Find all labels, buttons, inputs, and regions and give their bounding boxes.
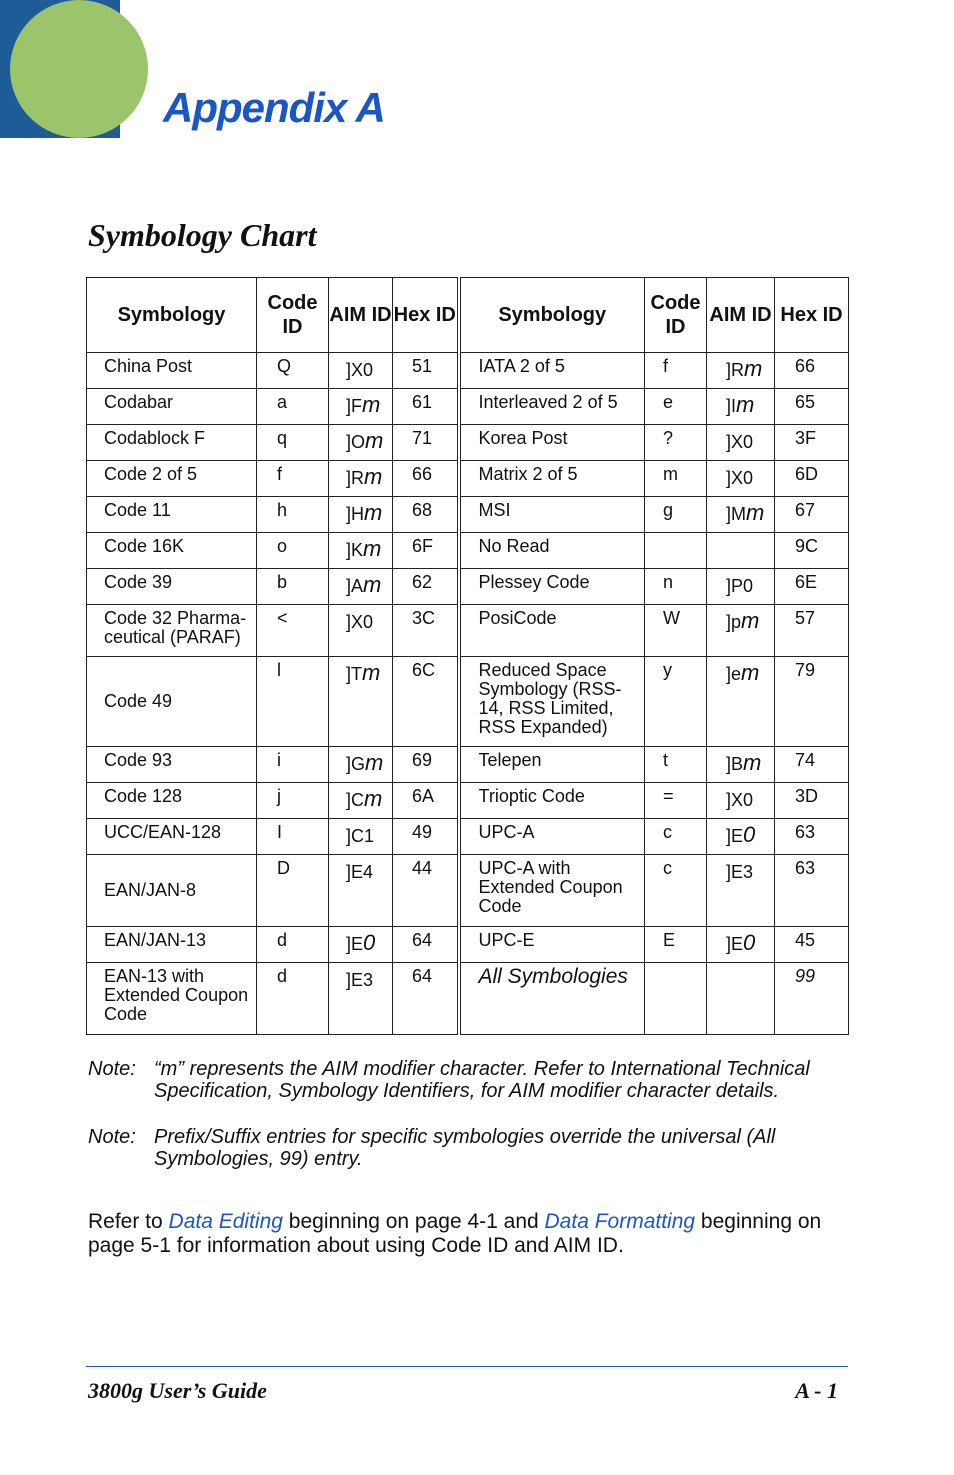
aim-modifier: m xyxy=(365,428,384,453)
aim-id-cell xyxy=(707,353,775,389)
symbology-cell xyxy=(87,783,257,819)
aim-id-cell xyxy=(707,533,775,569)
symbology-text: Code 49 xyxy=(104,691,173,711)
hex-id-text: 63 xyxy=(795,822,816,842)
aim-prefix: ]E3 xyxy=(726,862,754,882)
hex-id-cell xyxy=(775,389,849,425)
aim-id-cell xyxy=(707,461,775,497)
footer-rule xyxy=(86,1366,848,1367)
hex-id-text: 61 xyxy=(412,392,433,412)
hex-id-cell xyxy=(775,963,849,1035)
symbology-text: EAN-13 with Extended Coupon Code xyxy=(104,966,249,1024)
table-row xyxy=(87,657,849,747)
aim-id-cell xyxy=(329,927,393,963)
hex-id-text: 64 xyxy=(412,966,433,986)
code-id-text: n xyxy=(663,572,674,592)
hex-id-cell xyxy=(775,461,849,497)
symbology-text: Code 32 Pharma-ceutical (PARAF) xyxy=(104,608,247,647)
aim-id-cell xyxy=(329,657,393,747)
notes xyxy=(88,1058,853,1194)
hex-id-cell xyxy=(393,927,459,963)
aim-modifier: 0 xyxy=(363,930,376,955)
aim-id-cell xyxy=(707,819,775,855)
aim-modifier: m xyxy=(741,608,760,633)
symbology-cell xyxy=(87,353,257,389)
aim-id-cell xyxy=(707,605,775,657)
hex-id-cell xyxy=(393,461,459,497)
hex-id-cell xyxy=(393,533,459,569)
symbology-text: UPC-E xyxy=(478,930,535,950)
code-id-text: d xyxy=(277,930,288,950)
aim-prefix: ]R xyxy=(726,360,744,380)
aim-id-cell xyxy=(329,747,393,783)
symbology-text: Code 16K xyxy=(104,536,185,556)
symbology-cell xyxy=(87,425,257,461)
code-id-text: e xyxy=(663,392,674,412)
aim-prefix: ]X0 xyxy=(726,468,754,488)
symbology-text: Korea Post xyxy=(478,428,568,448)
aim-prefix: ]E xyxy=(346,934,364,954)
symbology-text: Code 39 xyxy=(104,572,173,592)
aim-prefix: ]F xyxy=(346,396,362,416)
symbology-text: No Read xyxy=(478,536,550,556)
symbology-cell xyxy=(87,605,257,657)
aim-id-cell xyxy=(329,855,393,927)
symbology-cell xyxy=(87,747,257,783)
aim-id-cell xyxy=(329,497,393,533)
symbology-cell xyxy=(87,927,257,963)
code-id-text: f xyxy=(663,356,669,376)
code-id-cell xyxy=(257,963,329,1035)
appendix-title: Appendix A xyxy=(163,84,385,131)
code-id-text: I xyxy=(277,822,283,842)
aim-modifier: m xyxy=(362,660,381,685)
aim-id-cell xyxy=(707,569,775,605)
hex-id-text: 51 xyxy=(412,356,433,376)
symbology-cell xyxy=(459,569,645,605)
symbology-cell xyxy=(87,657,257,747)
hex-id-text: 66 xyxy=(412,464,433,484)
symbology-cell xyxy=(459,657,645,747)
data-formatting-link[interactable]: Data Formatting xyxy=(544,1210,696,1233)
symbology-cell xyxy=(459,927,645,963)
code-id-cell xyxy=(257,783,329,819)
code-id-text: d xyxy=(277,966,288,986)
hex-id-cell xyxy=(775,425,849,461)
aim-prefix: ]P0 xyxy=(726,576,754,596)
code-id-cell xyxy=(257,657,329,747)
aim-prefix: ]K xyxy=(346,540,364,560)
hex-id-cell xyxy=(393,819,459,855)
symbology-text: UPC-A xyxy=(478,822,535,842)
code-id-text: = xyxy=(663,786,674,806)
hex-id-cell xyxy=(393,569,459,605)
aim-prefix: ]E xyxy=(726,826,744,846)
hex-id-cell xyxy=(393,605,459,657)
table-row xyxy=(87,605,849,657)
table-row xyxy=(87,353,849,389)
symbology-cell xyxy=(459,461,645,497)
hex-id-cell xyxy=(393,963,459,1035)
symbology-text: UPC-A with Extended Coupon Code xyxy=(478,858,623,916)
hex-id-cell xyxy=(775,533,849,569)
symbology-text: Plessey Code xyxy=(478,572,590,592)
aim-prefix: ]G xyxy=(346,754,366,774)
symbology-text: China Post xyxy=(104,356,193,376)
code-id-text: D xyxy=(277,858,290,878)
aim-prefix: ]E3 xyxy=(346,970,374,990)
code-id-text: W xyxy=(663,608,680,628)
code-id-cell xyxy=(257,533,329,569)
code-id-text: y xyxy=(663,660,672,680)
aim-prefix: ]H xyxy=(346,504,364,524)
code-id-text: i xyxy=(277,750,281,770)
symbology-cell xyxy=(459,783,645,819)
symbology-cell xyxy=(459,425,645,461)
aim-id-cell xyxy=(329,353,393,389)
aim-id-cell xyxy=(329,461,393,497)
hex-id-text: 66 xyxy=(795,356,816,376)
code-id-cell xyxy=(645,819,707,855)
code-id-cell xyxy=(645,461,707,497)
aim-modifier: m xyxy=(736,392,755,417)
hex-id-cell xyxy=(775,819,849,855)
hex-id-text: 49 xyxy=(412,822,433,842)
aim-prefix: ]E4 xyxy=(346,862,374,882)
code-id-text: q xyxy=(277,428,288,448)
aim-modifier: m xyxy=(743,750,762,775)
hex-id-text: 79 xyxy=(795,660,816,680)
aim-id-cell xyxy=(329,533,393,569)
code-id-cell xyxy=(645,425,707,461)
code-id-text: c xyxy=(663,822,672,842)
aim-prefix: ]M xyxy=(726,504,746,524)
code-id-text: < xyxy=(277,608,288,628)
hex-id-cell xyxy=(775,569,849,605)
code-id-cell xyxy=(645,605,707,657)
table-row xyxy=(87,569,849,605)
code-id-text: Q xyxy=(277,356,292,376)
table-row xyxy=(87,819,849,855)
aim-prefix: ]E xyxy=(726,934,744,954)
aim-prefix: ]R xyxy=(346,468,364,488)
aim-modifier: m xyxy=(363,572,382,597)
corner-circle-decoration xyxy=(10,0,148,138)
aim-id-cell xyxy=(707,747,775,783)
note-text: Prefix/Suffix entries for specific symbologies override the universal (All Symbologies, 99) entry. xyxy=(154,1126,776,1170)
code-id-cell xyxy=(645,927,707,963)
table-row xyxy=(87,963,849,1035)
code-id-cell xyxy=(645,783,707,819)
symbology-text: Telepen xyxy=(478,750,542,770)
code-id-text: l xyxy=(277,660,281,680)
table-row xyxy=(87,425,849,461)
section-title: Symbology Chart xyxy=(88,217,317,253)
symbology-text: Codabar xyxy=(104,392,174,412)
code-id-cell xyxy=(645,533,707,569)
hex-id-text: 67 xyxy=(795,500,816,520)
symbology-cell xyxy=(87,963,257,1035)
symbology-cell xyxy=(459,389,645,425)
aim-id-cell xyxy=(707,855,775,927)
hex-id-text: 62 xyxy=(412,572,433,592)
hex-id-text: 3C xyxy=(412,608,436,628)
aim-modifier: m xyxy=(365,750,384,775)
hex-id-text: 65 xyxy=(795,392,816,412)
reference-text: beginning on page 5-1 for information about using Code ID and AIM ID. xyxy=(88,1210,822,1257)
hex-id-cell xyxy=(393,389,459,425)
footer-guide-title: 3800g User’s Guide xyxy=(88,1378,267,1403)
note-label: Note: xyxy=(88,1126,136,1148)
hex-id-cell xyxy=(393,747,459,783)
aim-modifier: m xyxy=(364,786,383,811)
aim-modifier: 0 xyxy=(743,822,756,847)
code-id-text: m xyxy=(663,464,678,484)
table-row xyxy=(87,497,849,533)
code-id-text: b xyxy=(277,572,288,592)
aim-prefix: ]B xyxy=(726,754,744,774)
hex-id-text: 69 xyxy=(412,750,433,770)
aim-id-cell xyxy=(329,783,393,819)
code-id-cell xyxy=(257,425,329,461)
code-id-cell xyxy=(257,605,329,657)
code-id-cell xyxy=(257,569,329,605)
symbology-cell xyxy=(459,605,645,657)
symbology-cell xyxy=(87,855,257,927)
hex-id-text: 6A xyxy=(412,786,435,806)
note-label: Note: xyxy=(88,1058,136,1080)
table-row xyxy=(87,389,849,425)
code-id-text: a xyxy=(277,392,288,412)
symbology-text: EAN/JAN-13 xyxy=(104,930,207,950)
code-id-text: t xyxy=(663,750,669,770)
hex-id-cell xyxy=(775,605,849,657)
hex-id-cell xyxy=(393,783,459,819)
symbology-cell xyxy=(459,855,645,927)
aim-prefix: ]C1 xyxy=(346,826,375,846)
symbology-text: Codablock F xyxy=(104,428,206,448)
hex-id-text: 6F xyxy=(412,536,434,556)
note-text: “m” represents the AIM modifier character. Refer to International Technical Specification, Symbology Identifiers, for AIM modifier character details. xyxy=(154,1058,810,1102)
column-header: AIM ID xyxy=(707,278,775,353)
aim-id-cell xyxy=(707,657,775,747)
hex-id-cell xyxy=(393,353,459,389)
note xyxy=(88,1126,853,1170)
symbology-cell xyxy=(459,497,645,533)
symbology-cell xyxy=(87,819,257,855)
hex-id-cell xyxy=(393,497,459,533)
symbology-cell xyxy=(459,747,645,783)
aim-modifier: m xyxy=(746,500,765,525)
note xyxy=(88,1058,853,1102)
reference-text: beginning on page 4-1 and xyxy=(282,1210,545,1233)
aim-prefix: ]p xyxy=(726,612,742,632)
aim-id-cell xyxy=(707,389,775,425)
aim-id-cell xyxy=(707,963,775,1035)
code-id-text: f xyxy=(277,464,283,484)
symbology-text: Code 93 xyxy=(104,750,173,770)
hex-id-text: 6E xyxy=(795,572,818,592)
aim-modifier: m xyxy=(741,660,760,685)
symbology-text: PosiCode xyxy=(478,608,557,628)
table-body xyxy=(87,353,849,1035)
symbology-cell xyxy=(87,389,257,425)
column-header: Symbology xyxy=(87,278,257,353)
hex-id-cell xyxy=(775,747,849,783)
symbology-text: IATA 2 of 5 xyxy=(478,356,565,376)
code-id-cell xyxy=(257,497,329,533)
aim-id-cell xyxy=(707,927,775,963)
hex-id-cell xyxy=(393,425,459,461)
symbology-cell xyxy=(87,461,257,497)
column-header: Code ID xyxy=(257,278,329,353)
aim-modifier: m xyxy=(364,464,383,489)
hex-id-text: 74 xyxy=(795,750,816,770)
aim-modifier: m xyxy=(362,392,381,417)
code-id-cell xyxy=(645,855,707,927)
column-header: AIM ID xyxy=(329,278,393,353)
code-id-text: g xyxy=(663,500,674,520)
symbology-cell xyxy=(459,963,645,1035)
symbology-text: UCC/EAN-128 xyxy=(104,822,222,842)
code-id-cell xyxy=(645,389,707,425)
code-id-cell xyxy=(257,353,329,389)
aim-id-cell xyxy=(329,425,393,461)
symbology-text: EAN/JAN-8 xyxy=(104,880,197,900)
code-id-cell xyxy=(257,461,329,497)
symbology-cell xyxy=(459,353,645,389)
column-header: Hex ID xyxy=(393,278,459,353)
aim-prefix: ]X0 xyxy=(726,790,754,810)
code-id-cell xyxy=(645,657,707,747)
code-id-text: ? xyxy=(663,428,674,448)
code-id-cell xyxy=(645,569,707,605)
column-header: Symbology xyxy=(459,278,645,353)
symbology-cell xyxy=(87,497,257,533)
hex-id-text: 68 xyxy=(412,500,433,520)
aim-prefix: ]e xyxy=(726,664,742,684)
symbology-text: Trioptic Code xyxy=(478,786,585,806)
hex-id-cell xyxy=(775,927,849,963)
hex-id-cell xyxy=(775,783,849,819)
aim-prefix: ]O xyxy=(346,432,366,452)
hex-id-text: 57 xyxy=(795,608,816,628)
code-id-cell xyxy=(645,497,707,533)
aim-id-cell xyxy=(329,605,393,657)
hex-id-cell xyxy=(775,353,849,389)
table-row xyxy=(87,927,849,963)
aim-prefix: ]X0 xyxy=(346,360,374,380)
aim-id-cell xyxy=(329,569,393,605)
symbology-cell xyxy=(459,819,645,855)
hex-id-text: 3F xyxy=(795,428,817,448)
aim-id-cell xyxy=(329,819,393,855)
code-id-text: h xyxy=(277,500,288,520)
code-id-text: E xyxy=(663,930,676,950)
aim-id-cell xyxy=(707,783,775,819)
code-id-cell xyxy=(257,927,329,963)
symbology-text: MSI xyxy=(478,500,511,520)
aim-prefix: ]T xyxy=(346,664,362,684)
hex-id-text: 99 xyxy=(795,966,816,986)
hex-id-text: 9C xyxy=(795,536,819,556)
aim-modifier: 0 xyxy=(743,930,756,955)
table-row xyxy=(87,747,849,783)
symbology-table xyxy=(86,277,849,1035)
table-row xyxy=(87,855,849,927)
symbology-text: Code 11 xyxy=(104,500,171,520)
hex-id-text: 44 xyxy=(412,858,433,878)
aim-id-cell xyxy=(329,963,393,1035)
hex-id-text: 64 xyxy=(412,930,433,950)
aim-id-cell xyxy=(707,497,775,533)
code-id-cell xyxy=(257,747,329,783)
hex-id-text: 3D xyxy=(795,786,819,806)
aim-prefix: ]X0 xyxy=(726,432,754,452)
footer-page-number: A - 1 xyxy=(795,1378,838,1403)
code-id-cell xyxy=(645,353,707,389)
column-header: Hex ID xyxy=(775,278,849,353)
symbology-text: Code 2 of 5 xyxy=(104,464,198,484)
table-row xyxy=(87,461,849,497)
hex-id-cell xyxy=(393,657,459,747)
aim-prefix: ]I xyxy=(726,396,737,416)
code-id-text: c xyxy=(663,858,672,878)
symbology-text: Matrix 2 of 5 xyxy=(478,464,578,484)
table-header-row xyxy=(87,278,849,353)
code-id-text: j xyxy=(277,786,281,806)
hex-id-text: 71 xyxy=(412,428,433,448)
code-id-text: o xyxy=(277,536,288,556)
aim-modifier: m xyxy=(363,536,382,561)
aim-modifier: m xyxy=(744,356,763,381)
aim-prefix: ]X0 xyxy=(346,612,374,632)
symbology-text: Reduced Space Symbology (RSS-14, RSS Limited, RSS Expanded) xyxy=(478,660,622,737)
hex-id-text: 6C xyxy=(412,660,436,680)
symbology-cell xyxy=(459,533,645,569)
symbology-cell xyxy=(87,533,257,569)
aim-id-cell xyxy=(329,389,393,425)
aim-modifier: m xyxy=(364,500,383,525)
symbology-text: Code 128 xyxy=(104,786,183,806)
code-id-cell xyxy=(257,855,329,927)
symbology-cell xyxy=(87,569,257,605)
hex-id-cell xyxy=(393,855,459,927)
hex-id-text: 45 xyxy=(795,930,816,950)
column-header: Code ID xyxy=(645,278,707,353)
reference-paragraph xyxy=(88,1210,858,1258)
symbology-text: All Symbologies xyxy=(478,965,628,988)
hex-id-cell xyxy=(775,855,849,927)
code-id-cell xyxy=(257,389,329,425)
aim-prefix: ]A xyxy=(346,576,364,596)
aim-prefix: ]C xyxy=(346,790,364,810)
table-row xyxy=(87,533,849,569)
hex-id-cell xyxy=(775,497,849,533)
aim-id-cell xyxy=(707,425,775,461)
hex-id-cell xyxy=(775,657,849,747)
hex-id-text: 6D xyxy=(795,464,819,484)
hex-id-text: 63 xyxy=(795,858,816,878)
code-id-cell xyxy=(257,819,329,855)
data-editing-link[interactable]: Data Editing xyxy=(168,1210,283,1233)
reference-text: Refer to xyxy=(88,1210,169,1233)
code-id-cell xyxy=(645,963,707,1035)
code-id-cell xyxy=(645,747,707,783)
table-row xyxy=(87,783,849,819)
symbology-text: Interleaved 2 of 5 xyxy=(478,392,618,412)
